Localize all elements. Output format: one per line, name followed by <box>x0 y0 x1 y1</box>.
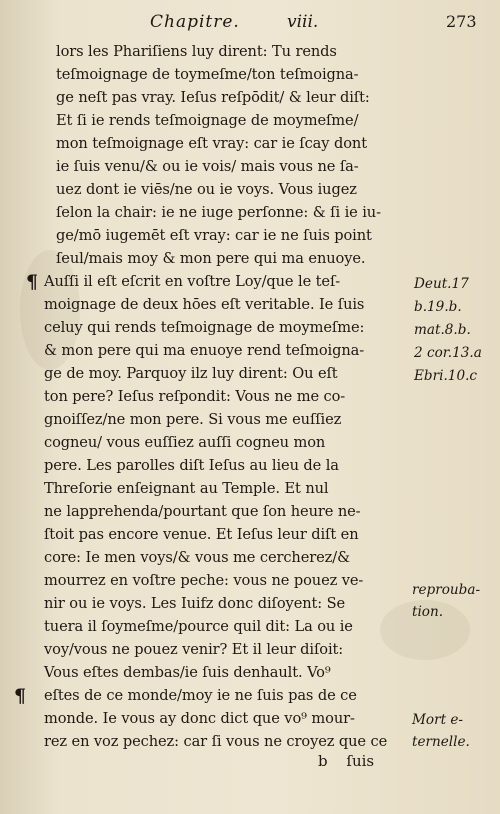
catchword: ſuis <box>346 752 375 770</box>
margin-note: Deut.17 <box>414 276 469 292</box>
line-text: pere. Les parolles diſt Ieſus au lieu de la <box>44 457 339 474</box>
catchword-line <box>318 752 374 770</box>
line-text: & mon pere qui ma enuoye rend teſmoigna- <box>44 342 365 359</box>
line-text: ge de moy. Parquoy ilz luy dirent: Ou eſt <box>44 365 338 382</box>
line-text: Threſorie enſeignant au Temple. Et nul <box>44 480 329 497</box>
line-text: cogneu/ vous euſſiez auſſi cogneu mon <box>44 434 326 451</box>
line-text: moignage de deux hōes eſt veritable. Ie ſuis <box>44 296 365 313</box>
line-text: lors les Phariſiens luy dirent: Tu rends <box>56 43 337 60</box>
line-text: ſtoit pas encore venue. Et Ieſus leur diſt en <box>44 526 359 543</box>
margin-note: b.19.b. <box>414 299 462 315</box>
line-text: mourrez en voſtre peche: vous ne pouez ve- <box>44 572 364 589</box>
line-text: teſmoignage de toymeſme/ton teſmoigna- <box>56 66 359 83</box>
line-text: ge neſt pas vray. Ieſus reſpōdit/ & leur diſt: <box>56 89 370 106</box>
line-text: ton pere? Ieſus reſpondit: Vous ne me co- <box>44 388 346 405</box>
line-text: Et ſi ie rends teſmoignage de moymeſme/ <box>56 112 359 129</box>
line-text: uez dont ie viēs/ne ou ie voys. Vous iugez <box>56 181 357 198</box>
line-text: celuy qui rends teſmoignage de moymeſme: <box>44 319 365 336</box>
line-text: core: Ie men voys/& vous me cercherez/& <box>44 549 350 566</box>
line-text: Vous eſtes dembas/ie ſuis denhault. Vo⁹ <box>44 664 331 681</box>
margin-note: reprouba- <box>412 582 481 598</box>
line-text: rez en voz pechez: car ſi vous ne croyez que ce <box>44 733 388 750</box>
line-text: ſelon la chair: ie ne iuge perſonne: & ſi ie iu- <box>56 204 381 221</box>
margin-note: mat.8.b. <box>414 322 471 338</box>
margin-note: Ebri.10.c <box>414 368 478 384</box>
line-text: tuera il ſoymeſme/pource quil dit: La ou ie <box>44 618 353 635</box>
line-text: nir ou ie voys. Les Iuifz donc diſoyent: Se <box>44 595 346 612</box>
line-text: ge/mō iugemēt eſt vray: car ie ne ſuis point <box>56 227 372 244</box>
margin-note: 2 cor.13.a <box>414 345 482 361</box>
chapter-number: viii. <box>287 12 319 32</box>
line-text: gnoiſſez/ne mon pere. Si vous me euſſiez <box>44 411 342 428</box>
pilcrow-mark: ¶ <box>14 685 27 707</box>
line-text: mon teſmoignage eſt vray: car ie ſcay dont <box>56 135 367 152</box>
line-text: ie ſuis venu/& ou ie vois/ mais vous ne ſa- <box>56 158 359 175</box>
line-text: Auſſi il eſt eſcrit en voſtre Loy/que le teſ- <box>44 273 341 290</box>
line-text: ſeul/mais moy & mon pere qui ma enuoye. <box>56 250 366 267</box>
margin-note: tion. <box>412 604 444 620</box>
margin-note: Mort e- <box>412 712 464 728</box>
signature-mark: b <box>318 752 328 770</box>
line-text: voy/vous ne pouez venir? Et il leur diſoit: <box>44 641 344 658</box>
line-text: monde. Ie vous ay donc dict que vo⁹ mour- <box>44 710 355 727</box>
pilcrow-mark: ¶ <box>26 271 39 293</box>
margin-note: ternelle. <box>412 734 470 750</box>
line-text: eſtes de ce monde/moy ie ne ſuis pas de ce <box>44 687 357 704</box>
line-text: ne lapprehenda/pourtant que ſon heure ne- <box>44 503 361 520</box>
folio-number: 273 <box>446 12 477 31</box>
running-title: Chapitre. <box>150 12 240 32</box>
